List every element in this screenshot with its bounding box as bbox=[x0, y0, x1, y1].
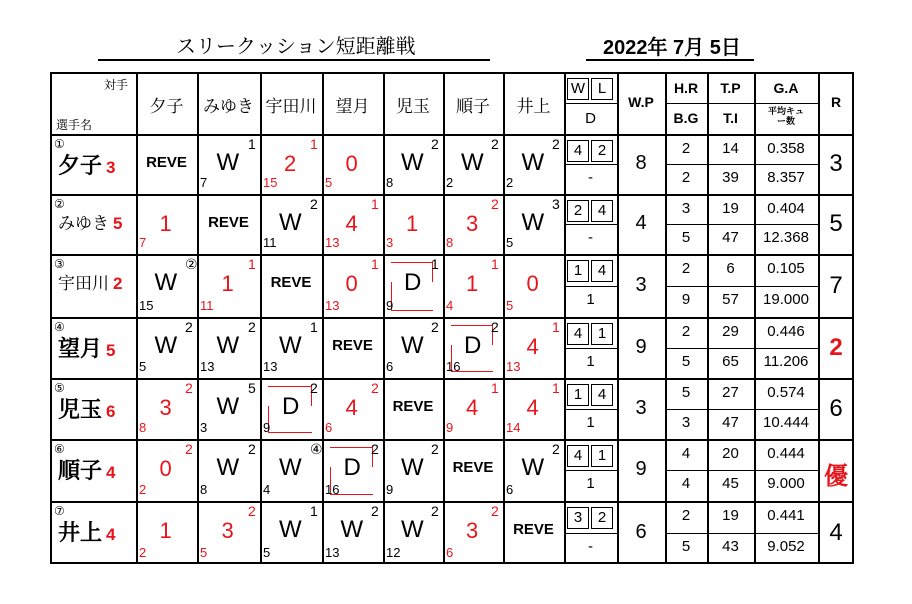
innings-sup: 2 bbox=[185, 380, 193, 396]
player-name-text: 井上 bbox=[58, 520, 103, 545]
win-mark: W bbox=[521, 209, 545, 236]
bg-header: B.G bbox=[673, 110, 699, 126]
total-points: 29 bbox=[722, 323, 739, 340]
row-split bbox=[564, 164, 617, 165]
column-header: 宇田川 bbox=[265, 97, 317, 116]
rank-header: R bbox=[830, 94, 842, 110]
row-split bbox=[564, 286, 617, 287]
player-handicap: 2 bbox=[113, 274, 123, 293]
total-points: 27 bbox=[722, 384, 739, 401]
player-name bbox=[58, 269, 122, 294]
score-value: 1 bbox=[406, 211, 419, 236]
total-points: 6 bbox=[726, 260, 735, 277]
average-cues: 9.000 bbox=[767, 475, 805, 492]
total-innings: 65 bbox=[722, 353, 739, 370]
losses-count: 1 bbox=[591, 445, 613, 467]
innings-sup: 2 bbox=[371, 503, 379, 519]
date-underline bbox=[586, 59, 754, 61]
best-game: 5 bbox=[681, 353, 691, 370]
win-mark: W bbox=[279, 454, 302, 481]
total-points: 19 bbox=[722, 200, 739, 217]
row-divider bbox=[50, 501, 854, 503]
player-name-text: 順子 bbox=[58, 458, 103, 483]
row-divider bbox=[50, 439, 854, 441]
high-run: 3 bbox=[681, 200, 691, 217]
column-header: 望月 bbox=[335, 97, 370, 116]
losses-count: 2 bbox=[591, 507, 613, 529]
wins-count: 1 bbox=[567, 260, 589, 282]
win-points: 9 bbox=[635, 458, 647, 480]
draw-mark: D bbox=[282, 393, 300, 420]
win-mark: W bbox=[154, 269, 178, 296]
points-sub: 4 bbox=[446, 298, 454, 313]
best-game: 5 bbox=[681, 229, 691, 246]
innings-sup: 2 bbox=[491, 319, 499, 335]
points-sub: 2 bbox=[446, 175, 454, 190]
score-value: 3 bbox=[466, 211, 479, 236]
row-split bbox=[665, 409, 818, 410]
innings-sup: 1 bbox=[552, 319, 560, 335]
points-sub: 7 bbox=[200, 175, 208, 190]
score-value: 4 bbox=[466, 395, 479, 420]
points-sub: 9 bbox=[446, 420, 454, 435]
losses-count: 1 bbox=[591, 323, 613, 345]
innings-sup: 2 bbox=[491, 196, 499, 212]
player-name bbox=[58, 332, 115, 363]
points-sub: 5 bbox=[263, 545, 271, 560]
player-name bbox=[58, 516, 115, 547]
points-sub: 14 bbox=[506, 420, 521, 435]
page-date: 2022年 7月 5日 bbox=[603, 37, 741, 59]
best-game: 3 bbox=[681, 414, 691, 431]
rank-value: 6 bbox=[829, 394, 843, 422]
average-cues: 8.357 bbox=[767, 169, 805, 186]
average-cues: 19.000 bbox=[763, 291, 809, 308]
innings-sup: ④ bbox=[310, 441, 323, 457]
high-run: 4 bbox=[681, 445, 691, 462]
win-mark: W bbox=[216, 149, 240, 176]
wins-count: 1 bbox=[567, 384, 589, 406]
general-average: 0.358 bbox=[767, 140, 805, 157]
d-header: D bbox=[585, 110, 596, 127]
reve-cell: REVE bbox=[208, 214, 249, 231]
player-number-mark: ② bbox=[54, 197, 65, 211]
points-sub: 8 bbox=[446, 235, 454, 250]
score-value: 2 bbox=[284, 151, 297, 176]
row-split bbox=[564, 533, 617, 534]
score-value: 4 bbox=[526, 395, 539, 420]
high-run: 2 bbox=[681, 140, 691, 157]
ga-sub-header: 平均キュー数 bbox=[767, 106, 804, 126]
reve-cell: REVE bbox=[146, 154, 187, 171]
draw-mark: D bbox=[404, 269, 422, 296]
score-value: 0 bbox=[526, 271, 539, 296]
points-sub: 16 bbox=[325, 482, 340, 497]
wins-count: 3 bbox=[567, 507, 589, 529]
total-innings: 57 bbox=[722, 291, 739, 308]
rank-value: 3 bbox=[829, 150, 843, 177]
win-mark: W bbox=[216, 454, 240, 481]
player-number-mark: ① bbox=[54, 137, 65, 151]
points-sub: 15 bbox=[139, 298, 154, 313]
l-header: L bbox=[591, 78, 613, 100]
draws-count: 1 bbox=[586, 353, 595, 370]
innings-sup: 2 bbox=[431, 441, 439, 457]
innings-sup: 1 bbox=[310, 136, 318, 152]
win-points: 8 bbox=[635, 152, 647, 174]
score-value: 4 bbox=[345, 211, 358, 236]
losses-count: 4 bbox=[591, 260, 613, 282]
win-points: 3 bbox=[635, 273, 647, 296]
rank-value: 5 bbox=[829, 210, 843, 237]
column-header: 井上 bbox=[516, 97, 551, 116]
innings-sup: 1 bbox=[552, 380, 560, 396]
total-innings: 47 bbox=[722, 414, 739, 431]
innings-sup: 2 bbox=[185, 319, 193, 335]
average-cues: 12.368 bbox=[763, 229, 809, 246]
best-game: 4 bbox=[681, 475, 691, 492]
reve-cell: REVE bbox=[392, 398, 434, 415]
column-header: みゆき bbox=[203, 97, 254, 116]
points-sub: 2 bbox=[139, 482, 147, 497]
row-divider bbox=[50, 378, 854, 380]
innings-sup: 2 bbox=[248, 503, 256, 519]
innings-sup: 1 bbox=[491, 380, 499, 396]
points-sub: 6 bbox=[446, 545, 454, 560]
innings-sup: 2 bbox=[248, 441, 256, 457]
hr-header: H.R bbox=[673, 80, 699, 96]
tp-header: T.P bbox=[720, 80, 741, 96]
row-split bbox=[564, 409, 617, 410]
player-number-mark: ③ bbox=[54, 257, 65, 271]
average-cues: 10.444 bbox=[763, 414, 809, 431]
rank-value: 4 bbox=[829, 518, 843, 546]
points-sub: 2 bbox=[506, 175, 514, 190]
total-innings: 47 bbox=[722, 229, 739, 246]
points-sub: 5 bbox=[506, 235, 514, 250]
row-split bbox=[665, 470, 818, 471]
innings-sup: 2 bbox=[371, 380, 379, 396]
points-sub: 16 bbox=[446, 359, 461, 374]
rank-value: 優 bbox=[824, 463, 848, 490]
best-game: 2 bbox=[681, 169, 691, 186]
column-header: 夕子 bbox=[149, 97, 184, 116]
points-sub: 13 bbox=[200, 359, 215, 374]
row-divider bbox=[50, 317, 854, 319]
win-mark: W bbox=[401, 454, 424, 481]
draw-mark: D bbox=[464, 332, 482, 359]
points-sub: 6 bbox=[386, 359, 394, 374]
total-innings: 45 bbox=[722, 475, 739, 492]
points-sub: 9 bbox=[386, 298, 394, 313]
win-mark: W bbox=[216, 393, 240, 420]
win-points: 6 bbox=[635, 520, 647, 543]
wins-count: 4 bbox=[567, 323, 589, 345]
innings-sup: ② bbox=[185, 256, 198, 272]
total-innings: 39 bbox=[722, 169, 739, 186]
points-sub: 11 bbox=[200, 298, 214, 313]
win-mark: W bbox=[461, 149, 484, 176]
row-split bbox=[665, 286, 818, 287]
w-header: W bbox=[567, 78, 589, 100]
header-split bbox=[665, 103, 818, 104]
player-number-mark: ⑦ bbox=[54, 504, 65, 518]
innings-sup: 2 bbox=[431, 503, 439, 519]
score-value: 1 bbox=[466, 271, 479, 296]
win-mark: W bbox=[521, 149, 545, 176]
total-points: 20 bbox=[722, 445, 739, 462]
score-value: 1 bbox=[159, 518, 172, 543]
wins-count: 4 bbox=[567, 445, 589, 467]
ga-header: G.A bbox=[773, 80, 799, 96]
losses-count: 4 bbox=[591, 384, 613, 406]
win-mark: W bbox=[154, 332, 178, 359]
row-divider bbox=[50, 254, 854, 256]
points-sub: 9 bbox=[263, 420, 271, 435]
innings-sup: 2 bbox=[491, 136, 499, 152]
header-split bbox=[564, 103, 617, 104]
innings-sup: 2 bbox=[431, 136, 439, 152]
draws-count: - bbox=[588, 169, 593, 186]
high-run: 2 bbox=[681, 260, 691, 277]
draws-count: 1 bbox=[586, 414, 595, 431]
points-sub: 8 bbox=[200, 482, 208, 497]
innings-sup: 2 bbox=[491, 503, 499, 519]
score-value: 4 bbox=[345, 395, 358, 420]
win-mark: W bbox=[401, 149, 424, 176]
points-sub: 13 bbox=[506, 359, 521, 374]
player-name bbox=[58, 209, 122, 234]
win-mark: W bbox=[216, 332, 240, 359]
score-value: 0 bbox=[345, 151, 358, 176]
win-mark: W bbox=[521, 454, 545, 481]
player-name-text: 宇田川 bbox=[58, 274, 109, 293]
points-sub: 13 bbox=[263, 359, 278, 374]
ti-header: T.I bbox=[723, 110, 738, 126]
player-number-mark: ⑤ bbox=[54, 381, 65, 395]
reve-cell: REVE bbox=[332, 337, 373, 354]
win-points: 3 bbox=[635, 396, 647, 419]
win-mark: W bbox=[279, 332, 302, 359]
points-sub: 8 bbox=[386, 175, 394, 190]
win-mark: W bbox=[279, 516, 302, 543]
innings-sup: 1 bbox=[491, 256, 499, 272]
page-title: スリークッション短距離戦 bbox=[176, 36, 416, 58]
title-underline bbox=[98, 59, 490, 61]
points-sub: 3 bbox=[386, 235, 394, 250]
general-average: 0.444 bbox=[767, 445, 805, 462]
win-points: 4 bbox=[635, 212, 647, 234]
innings-sup: 1 bbox=[310, 503, 318, 519]
innings-sup: 2 bbox=[431, 319, 439, 335]
draws-count: - bbox=[588, 229, 593, 246]
win-points: 9 bbox=[635, 335, 647, 358]
row-split bbox=[665, 533, 818, 534]
total-points: 14 bbox=[722, 140, 739, 157]
points-sub: 11 bbox=[263, 235, 277, 250]
points-sub: 5 bbox=[200, 545, 208, 560]
column-header: 順子 bbox=[456, 97, 490, 116]
player-handicap: 5 bbox=[106, 341, 116, 360]
player-handicap: 4 bbox=[106, 525, 116, 544]
innings-sup: 1 bbox=[371, 256, 379, 272]
points-sub: 13 bbox=[325, 298, 340, 313]
player-name bbox=[58, 149, 115, 180]
player-handicap: 4 bbox=[106, 463, 116, 482]
player-name bbox=[58, 454, 115, 485]
row-divider bbox=[50, 194, 854, 196]
wins-count: 2 bbox=[567, 200, 589, 222]
draws-count: - bbox=[588, 538, 593, 555]
reve-cell: REVE bbox=[270, 274, 312, 291]
draws-count: 1 bbox=[586, 291, 595, 308]
losses-count: 4 bbox=[591, 200, 613, 222]
win-mark: W bbox=[401, 516, 424, 543]
points-sub: 13 bbox=[325, 545, 340, 560]
best-game: 5 bbox=[681, 538, 691, 555]
column-header: 児玉 bbox=[396, 97, 430, 116]
corner-opponent-label: 対手 bbox=[104, 78, 129, 92]
corner-player-label: 選手名 bbox=[56, 118, 93, 132]
innings-sup: 2 bbox=[310, 380, 318, 396]
score-value: 3 bbox=[221, 518, 234, 543]
score-value: 0 bbox=[345, 271, 358, 296]
wp-header: W.P bbox=[628, 94, 654, 110]
player-name-text: 望月 bbox=[58, 336, 103, 361]
points-sub: 6 bbox=[325, 420, 333, 435]
innings-sup: 2 bbox=[371, 441, 379, 457]
points-sub: 5 bbox=[506, 298, 514, 313]
row-split bbox=[665, 164, 818, 165]
score-value: 1 bbox=[221, 271, 234, 296]
points-sub: 4 bbox=[263, 482, 271, 497]
points-sub: 7 bbox=[139, 235, 147, 250]
player-number-mark: ④ bbox=[54, 320, 65, 334]
score-value: 3 bbox=[159, 395, 172, 420]
win-mark: W bbox=[279, 209, 302, 236]
high-run: 2 bbox=[681, 507, 691, 524]
results-table bbox=[50, 72, 854, 564]
player-name-text: 夕子 bbox=[58, 153, 103, 178]
total-innings: 43 bbox=[722, 538, 739, 555]
innings-sup: 1 bbox=[310, 319, 318, 335]
row-split bbox=[665, 224, 818, 225]
general-average: 0.404 bbox=[767, 200, 805, 217]
average-cues: 9.052 bbox=[767, 538, 805, 555]
points-sub: 15 bbox=[263, 175, 278, 190]
points-sub: 5 bbox=[325, 175, 333, 190]
innings-sup: 1 bbox=[371, 196, 379, 212]
points-sub: 12 bbox=[386, 545, 401, 560]
rank-value: 2 bbox=[829, 333, 843, 361]
innings-sup: 2 bbox=[552, 441, 560, 457]
row-split bbox=[564, 224, 617, 225]
high-run: 2 bbox=[681, 323, 691, 340]
reve-cell: REVE bbox=[513, 521, 554, 538]
score-value: 4 bbox=[526, 334, 539, 359]
innings-sup: 1 bbox=[248, 256, 256, 272]
player-name bbox=[58, 393, 115, 424]
points-sub: 8 bbox=[139, 420, 147, 435]
high-run: 5 bbox=[681, 384, 691, 401]
win-mark: W bbox=[340, 516, 364, 543]
win-mark: W bbox=[401, 332, 424, 359]
average-cues: 11.206 bbox=[763, 353, 809, 370]
innings-sup: 2 bbox=[185, 441, 193, 457]
points-sub: 9 bbox=[386, 482, 394, 497]
reve-cell: REVE bbox=[452, 459, 494, 476]
innings-sup: 3 bbox=[552, 196, 560, 212]
innings-sup: 2 bbox=[310, 196, 318, 212]
total-points: 19 bbox=[722, 507, 739, 524]
general-average: 0.441 bbox=[767, 507, 805, 524]
general-average: 0.574 bbox=[767, 384, 805, 401]
player-number-mark: ⑥ bbox=[54, 442, 65, 456]
player-handicap: 5 bbox=[113, 214, 123, 233]
wins-count: 4 bbox=[567, 140, 589, 162]
player-handicap: 3 bbox=[106, 158, 116, 177]
general-average: 0.105 bbox=[767, 260, 805, 277]
score-value: 1 bbox=[159, 211, 172, 236]
rank-value: 7 bbox=[829, 271, 843, 299]
general-average: 0.446 bbox=[767, 323, 805, 340]
player-name-text: 児玉 bbox=[58, 397, 103, 422]
row-divider bbox=[50, 134, 854, 136]
losses-count: 2 bbox=[591, 140, 613, 162]
points-sub: 13 bbox=[325, 235, 340, 250]
player-name-text: みゆき bbox=[58, 214, 109, 233]
innings-sup: 2 bbox=[552, 136, 560, 152]
draws-count: 1 bbox=[586, 475, 595, 492]
points-sub: 2 bbox=[139, 545, 147, 560]
innings-sup: 2 bbox=[248, 319, 256, 335]
draw-mark: D bbox=[343, 454, 361, 481]
row-split bbox=[665, 348, 818, 349]
points-sub: 5 bbox=[139, 359, 147, 374]
innings-sup: 1 bbox=[248, 136, 256, 152]
player-handicap: 6 bbox=[106, 402, 116, 421]
score-value: 3 bbox=[466, 518, 479, 543]
innings-sup: 1 bbox=[431, 256, 439, 272]
row-split bbox=[564, 470, 617, 471]
points-sub: 3 bbox=[200, 420, 208, 435]
row-split bbox=[564, 348, 617, 349]
best-game: 9 bbox=[681, 291, 691, 308]
points-sub: 6 bbox=[506, 482, 514, 497]
score-value: 0 bbox=[159, 456, 172, 481]
innings-sup: 5 bbox=[248, 380, 256, 396]
